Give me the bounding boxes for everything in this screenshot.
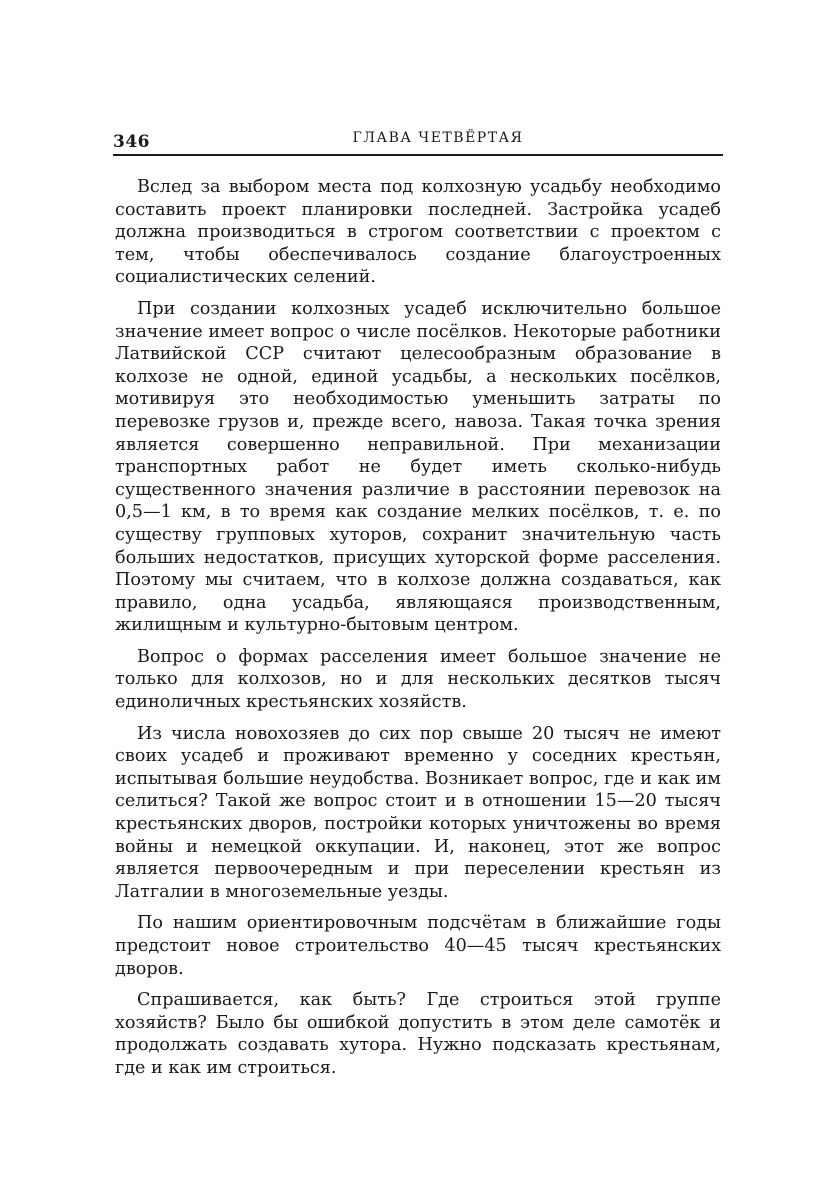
running-head: ГЛАВА ЧЕТВЁРТАЯ <box>352 130 524 146</box>
paragraph-3: Вопрос о формах расселения имеет большое значение не только для колхозов, но и для нескольких десятков тысяч единоличных крестьянских хозяйств. <box>115 646 721 713</box>
paragraph-2: При создании колхозных усадеб исключительно большое значение имеет вопрос о числе посёлков. Некоторые работники Латвийской ССР считают целесообразным образование в колхозе не одной, единой усадьбы, а нескольких посёлков, мотивируя это необходимостью уменьшить затраты по перевозке грузов и, прежде всего, навоза. Такая точка зрения является совершенно неправильной. При механизации транспортных работ не будет иметь сколько-нибудь существенного значения различие в расстоянии перевозок на 0,5—1 км, в то время как создание мелких посёлков, т. е. по существу групповых хуторов, сохранит значительную часть больших недостатков, присущих хуторской форме расселения. Поэтому мы считаем, что в колхозе должна создаваться, как правило, одна усадьба, являющаяся производственным, жилищным и культурно-бытовым центром. <box>115 298 721 636</box>
paragraph-5: По нашим ориентировочным подсчётам в ближайшие годы предстоит новое строительство 40—45 тысяч крестьянских дворов. <box>115 913 721 979</box>
body-text <box>115 176 721 1089</box>
page-header <box>113 128 723 156</box>
paragraph-4: Из числа новохозяев до сих пор свыше 20 тысяч не имеют своих усадеб и проживают временно у соседних крестьян, испытывая большие неудобства. Возникает вопрос, где и как им селиться? Такой же вопрос стоит и в отношении 15—20 тысяч крестьянских дворов, постройки которых уничтожены во время войны и немецкой оккупации. И, наконец, этот же вопрос является первоочередным и при переселении крестьян из Латгалии в многоземельные уезды. <box>115 723 721 902</box>
page-number: 346 <box>113 132 150 152</box>
paragraph-6: Спрашивается, как быть? Где строиться этой группе хозяйств? Было бы ошибкой допустить в этом деле самотёк и продолжать создавать хутора. Нужно подсказать крестьянам, где и как им строиться. <box>115 990 721 1078</box>
paragraph-1: Вслед за выбором места под колхозную усадьбу необходимо составить проект планировки последней. Застройка усадеб должна производиться в строгом соответствии с проектом с тем, чтобы обеспечивалось создание благоустроенных социалистических селений. <box>115 177 721 288</box>
